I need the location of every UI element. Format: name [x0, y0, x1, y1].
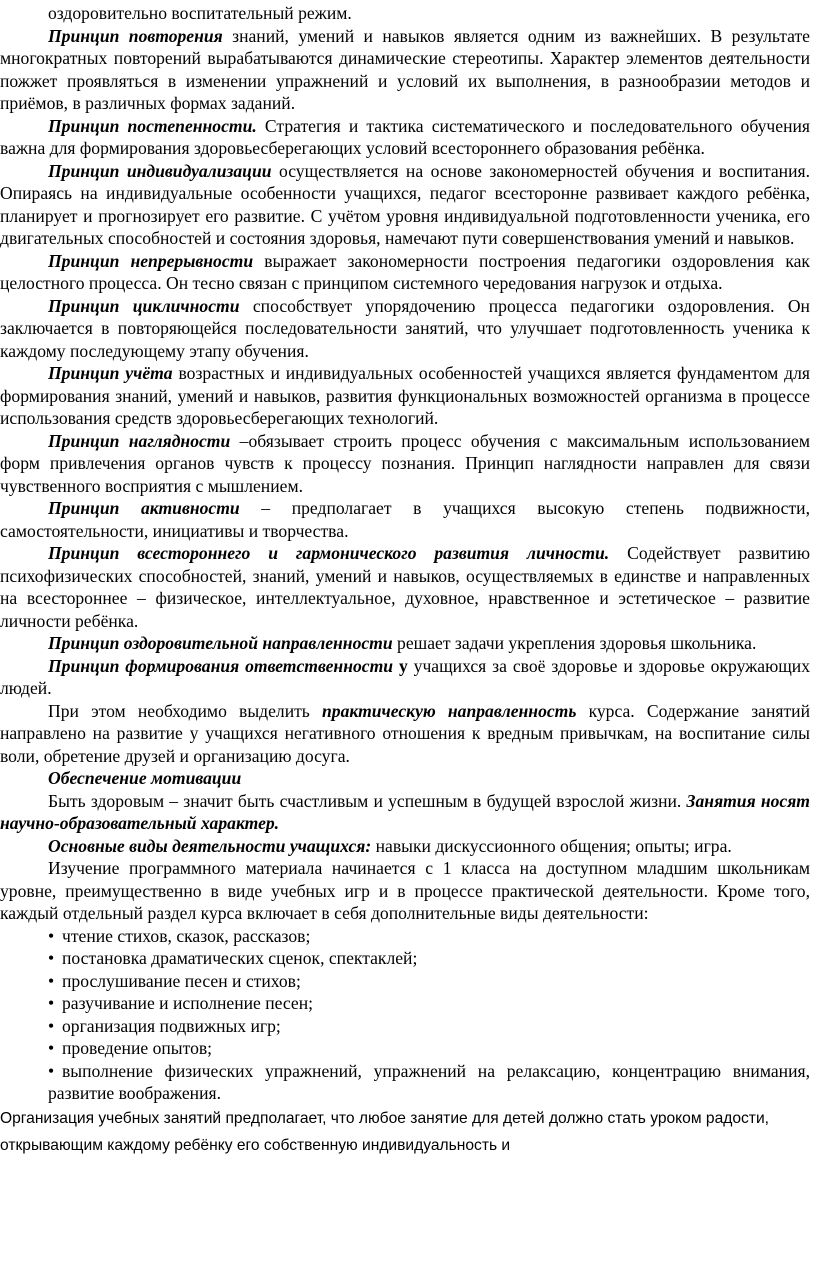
principle-repetition — [0, 25, 810, 115]
principle-gradualness — [0, 115, 810, 160]
list-item — [48, 970, 810, 993]
list-item-text: чтение стихов, сказок, рассказов; — [62, 925, 311, 946]
principle-text: возрастных и индивидуальных особенностей учащихся является фундаментом для формирования знаний, умений и навыков, развития функциональных возможностей организма в процессе использования средств здоровьесберегающих технологий. — [0, 363, 810, 428]
principle-name: Принцип индивидуализации — [48, 160, 272, 181]
activities-list — [0, 925, 810, 1105]
activities-lead: Основные виды деятельности учащихся: — [48, 835, 372, 856]
list-item — [48, 947, 810, 970]
bullet-icon: • — [48, 925, 55, 946]
principle-name: Принцип наглядности — [48, 430, 231, 451]
principle-name: Принцип непрерывности — [48, 250, 254, 271]
principle-bold-letter: у — [393, 655, 408, 676]
principle-text: – предполагает в учащихся высокую степень подвижности, самостоятельности, инициативы и творчества. — [0, 498, 810, 541]
list-item-text: прослушивание песен и стихов; — [62, 970, 301, 991]
principle-text: Содействует развитию психофизических способностей, знаний, умений и навыков, осуществляемых в единстве и направленных на всестороннее – физическое, интеллектуальное, духовное, нравственное и эстетическое – развитие личности ребёнка. — [0, 543, 810, 631]
principle-text: знаний, умений и навыков является одним из важнейших. В результате многократных повторений вырабатываются динамические стереотипы. Характер элементов деятельности пожжет проявляться в изменении упражнений и условий их выполнения, в разнообразии методов и приёмов, в различных формах заданий. — [0, 25, 810, 113]
principle-continuity — [0, 250, 810, 295]
list-item-text: разучивание и исполнение песен; — [62, 993, 314, 1013]
list-item — [48, 925, 810, 948]
list-item-text: организация подвижных игр; — [62, 1015, 281, 1036]
activities-paragraph — [0, 835, 810, 858]
principle-text: осуществляется на основе закономерностей обучения и воспитания. Опираясь на индивидуальные особенности учащихся, педагог всесторонне развивает каждого ребёнка, планирует и прогнозирует его развитие. С учётом уровня индивидуальной подготовленности ученика, его двигательных способностей и состояния здоровья, намечают пути совершенствования умений и навыков. — [0, 160, 810, 248]
principle-name: Принцип цикличности — [48, 295, 240, 316]
list-item-text: постановка драматических сценок, спектаклей; — [62, 948, 418, 968]
activities-text: навыки дискуссионного общения; опыты; игра. — [371, 835, 732, 856]
principle-visibility — [0, 430, 810, 498]
closing-line: Организация учебных занятий предполагает, что любое занятие для детей должно стать уроком радости, — [0, 1109, 769, 1127]
principle-name: Принцип всестороннего и гармонического развития личности. — [48, 543, 610, 563]
principle-health-orientation — [0, 632, 810, 655]
list-item-text: проведение опытов; — [62, 1038, 213, 1058]
principle-harmonic-development — [0, 542, 810, 632]
list-item-text: выполнение физических упражнений, упражнений на релаксацию, концентрацию внимания, развитие воображения. — [48, 1060, 810, 1103]
motivation-paragraph — [0, 790, 810, 835]
principle-text: Стратегия и тактика систематического и последовательного обучения важна для формирования здоровьесберегающих условий всестороннего образования ребёнка. — [0, 115, 810, 158]
principle-text: выражает закономерности построения педагогики оздоровления как целостного процесса. Он тесно связан с принципом системного чередования нагрузок и отдыха. — [0, 250, 810, 293]
lead-line: оздоровительно воспитательный режим. — [48, 3, 352, 23]
closing-line: открывающим каждому ребёнку его собственную индивидуальность и — [0, 1136, 511, 1154]
principle-text: –обязывает строить процесс обучения с максимальным использованием форм привлечения органов чувств к процессу познания. Принцип наглядности направлен для связи чувственного восприятия с мышлением. — [0, 430, 810, 496]
principle-accounting — [0, 362, 810, 430]
list-item — [48, 1037, 810, 1060]
practical-after: курса. Содержание занятий направлено на развитие у учащихся негативного отношения к вредным привычкам, на воспитание силы воли, обретение друзей и организацию досуга. — [0, 700, 810, 766]
principle-name: Принцип оздоровительной направленности — [48, 633, 393, 653]
principle-name: Принцип повторения — [48, 25, 223, 46]
motivation-heading: Обеспечение мотивации — [48, 768, 242, 788]
bullet-icon: • — [48, 993, 55, 1013]
principle-text: способствует упорядочению процесса педагогики оздоровления. Он заключается в повторяющейся последовательности занятий, что улучшает подготовленность ученика к каждому последующему этапу обучения. — [0, 295, 810, 361]
principle-name: Принцип активности — [48, 498, 240, 518]
practical-before: При этом необходимо выделить — [48, 700, 322, 721]
study-paragraph: Изучение программного материала начинается с 1 класса на доступном младшим школьникам уровне, преимущественно в виде учебных игр и в процессе практической деятельности. Кроме того, каждый отдельный раздел курса включает в себя дополнительные виды деятельности: — [0, 858, 810, 923]
bullet-icon: • — [48, 970, 55, 991]
practical-orientation-paragraph — [0, 700, 810, 768]
principle-activity — [0, 497, 810, 542]
principle-name: Принцип учёта — [48, 363, 173, 383]
principle-cyclicity — [0, 295, 810, 363]
list-item — [48, 992, 810, 1015]
principle-name: Принцип формирования ответственности — [48, 655, 394, 676]
list-item — [0, 1060, 810, 1105]
bullet-icon: • — [48, 1015, 55, 1036]
principle-text: учащихся за своё здоровье и здоровье окружающих людей. — [0, 655, 811, 698]
practical-emphasis: практическую направленность — [322, 700, 577, 721]
list-item — [48, 1015, 810, 1038]
bullet-icon: • — [48, 948, 55, 968]
motivation-emphasis: Занятия носят научно-образовательный характер. — [0, 790, 810, 833]
bullet-icon: • — [48, 1038, 55, 1058]
principle-responsibility — [0, 655, 810, 700]
principle-name: Принцип постепенности. — [48, 115, 257, 136]
principle-individualization — [0, 160, 810, 250]
principle-text: решает задачи укрепления здоровья школьника. — [392, 633, 757, 653]
motivation-text: Быть здоровым – значит быть счастливым и успешным в будущей взрослой жизни. — [48, 790, 687, 811]
bullet-icon: • — [48, 1060, 55, 1081]
